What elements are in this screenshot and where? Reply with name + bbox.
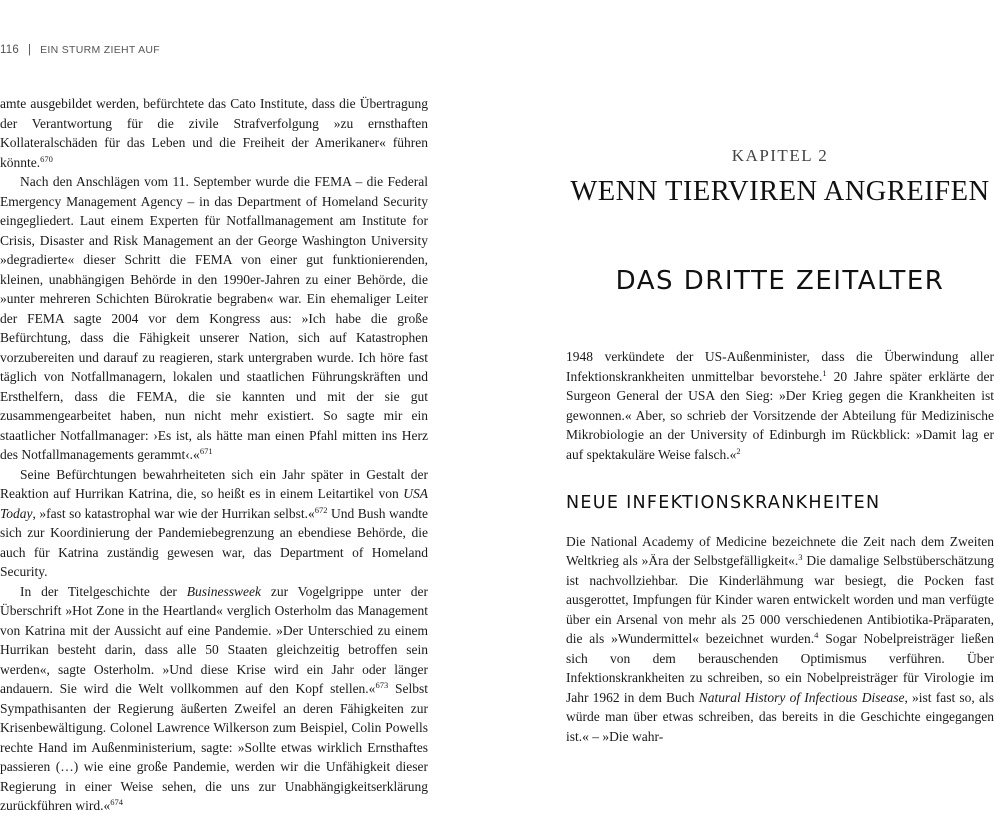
paragraph: Seine Befürchtungen bewahrheiteten sich ein Jahr später in Gestalt der Reaktion auf Hurrikan Katrina, die, so heißt es in einem Leitartikel von USA Today, »fast so katastrophal war wie der Hurrikan selbst.«$^{672}$ Und Bush wandte sich zur Koordinierung der Pandemiebegrenzung an ebendiese Behörde, die auch für Katrina zuständig gewesen war, das Department of Homeland Security.	[0, 466, 428, 579]
footnote-ref: 2	[736, 445, 741, 456]
footnote-ref: 1	[822, 367, 827, 378]
footnote-ref: 670	[40, 153, 53, 164]
paragraph: amte ausgebildet werden, befürchtete das Cato Institute, dass die Übertragung der Verantwortung für die zivile Strafverfolgung »zu ernsthaften Kollateralschäden für das Leben und die Freiheit der Amerikaner« führen könnte.$^{670}$	[0, 96, 428, 170]
section-title: DAS DRITTE ZEITALTER	[615, 265, 945, 296]
footnote-ref: 674	[110, 797, 123, 807]
paragraph: 1948 verkündete der US-Außenminister, dass die Überwindung aller Infektionskrankheiten unmittelbar bevorstehe.$^1$ 20 Jahre später erklärte der Surgeon General der USA den Sieg: »Der Krieg gegen die Krankheiten ist gewonnen.« Aber, so schrieb der Vorsitzende der Abteilung für Medizinische Mikrobiologie an der University of Edinburgh im Rückblick: »Damit lag er auf spektakuläre Weise falsch.«$^2$	[566, 349, 994, 462]
right-page	[566, 140, 994, 746]
footnote-ref: 3	[798, 552, 803, 562]
paragraph: Die National Academy of Medicine bezeichnete die Zeit nach dem Zweiten Weltkrieg als »Ära der Selbstgefälligkeit«.$^3$ Die damalige Selbstüberschätzung ist nachvollziehbar. Die Kinderlähmung war besiegt, die Pocken fast ausgerottet, Impfungen für Kinder waren entwickelt worden und man verfügte über ein Arsenal von mehr als 25 000 verschiedenen Antibiotika-Präparaten, die als »Wundermittel« bezeichnet wurden.$^4$ Sogar Nobelpreisträger ließen sich von dem berauschenden Optimismus verführen. Über Infektionskrankheiten zu schreiben, so ein Nobelpreisträger für Virologie im Jahr 1962 in dem Buch Natural History of Infectious Disease, »ist fast so, als würde man über etwas schreiben, das bereits in die Geschichte eingegangen ist.« – »Die wahr-	[566, 533, 995, 744]
running-head-separator: |	[27, 44, 32, 56]
book-title: Natural History of Infectious Disease	[698, 689, 905, 705]
publication-title: Businessweek	[186, 583, 261, 599]
left-page	[0, 94, 428, 816]
chapter-label: KAPITEL 2	[731, 146, 829, 165]
subsection-title: NEUE INFEKTIONSKRANKHEITEN	[566, 493, 881, 513]
running-head	[0, 44, 160, 56]
footnote-ref: 671	[199, 446, 213, 456]
footnote-ref: 673	[375, 680, 389, 690]
running-head-title: EIN STURM ZIEHT AUF	[40, 44, 160, 56]
footnote-ref: 4	[814, 630, 819, 640]
chapter-title: WENN TIERVIREN ANGREIFEN	[570, 176, 990, 207]
footnote-ref: 672	[314, 504, 328, 515]
page-number: 116	[0, 44, 19, 56]
publication-title: USA Today	[0, 486, 428, 521]
paragraph: Nach den Anschlägen vom 11. September wurde die FEMA – die Federal Emergency Management Agency – in das Department of Homeland Security eingegliedert. Laut einem Experten für Notfallmanagement am Institute for Crisis, Disaster and Risk Management an der George Washington University »degradierte« dieser Schritt die FEMA von einer gut funktionierenden, kleinen, unabhängigen Behörde in den 1990er-Jahren zu einer Behörde, die »unter mehreren Schichten Bürokratie begraben« war. Ein ehemaliger Leiter der FEMA sagte 2004 vor dem Kongress aus: »Ich habe die große Befürchtung, dass die Fähigkeit unserer Nation, sich auf Katastrophen vorzubereiten und darauf zu reagieren, stark untergraben wurde. Ich höre fast täglich von Notfallmanagern, lokalen und staatlichen Führungskräften und Ersthelfern, dass die FEMA, die sie kannten und mit der sie gut zusammengearbeitet haben, nun nicht mehr existiert. So sagte mir ein staatlicher Notfallmanager: ›Es ist, als hätte man einen Pfahl mitten ins Herz des Notfallmanagements gerammt‹.«$^{671}$	[0, 174, 428, 462]
paragraph: In der Titelgeschichte der Businessweek zur Vogelgrippe unter der Überschrift »Hot Zone in the Heartland« verglich Osterholm das Management von Katrina mit der Aussicht auf eine Pandemie. »Der Unterschied zu einem Hurrikan besteht darin, dass alle 50 Staaten gleichzeitig betroffen sein werden«, sagte Osterholm. »Und diese Krise wird ein Jahr oder länger andauern. Sie wird die Welt vollkommen auf den Kopf stellen.«$^{673}$ Selbst Sympathisanten der Regierung äußerten Zweifel an deren Fähigkeiten zur Krisenbewältigung. Colonel Lawrence Wilkerson zum Beispiel, Colin Powells rechte Hand im Außenministerium, sagte: »Sollte etwas wirklich Ernsthaftes passieren (…) wie eine große Pandemie, werden wir die Unfähigkeit dieser Regierung in einer Weise sehen, die uns zur Unabhängigkeitserklärung zurückführen wird.«$^{674}$	[0, 583, 428, 813]
